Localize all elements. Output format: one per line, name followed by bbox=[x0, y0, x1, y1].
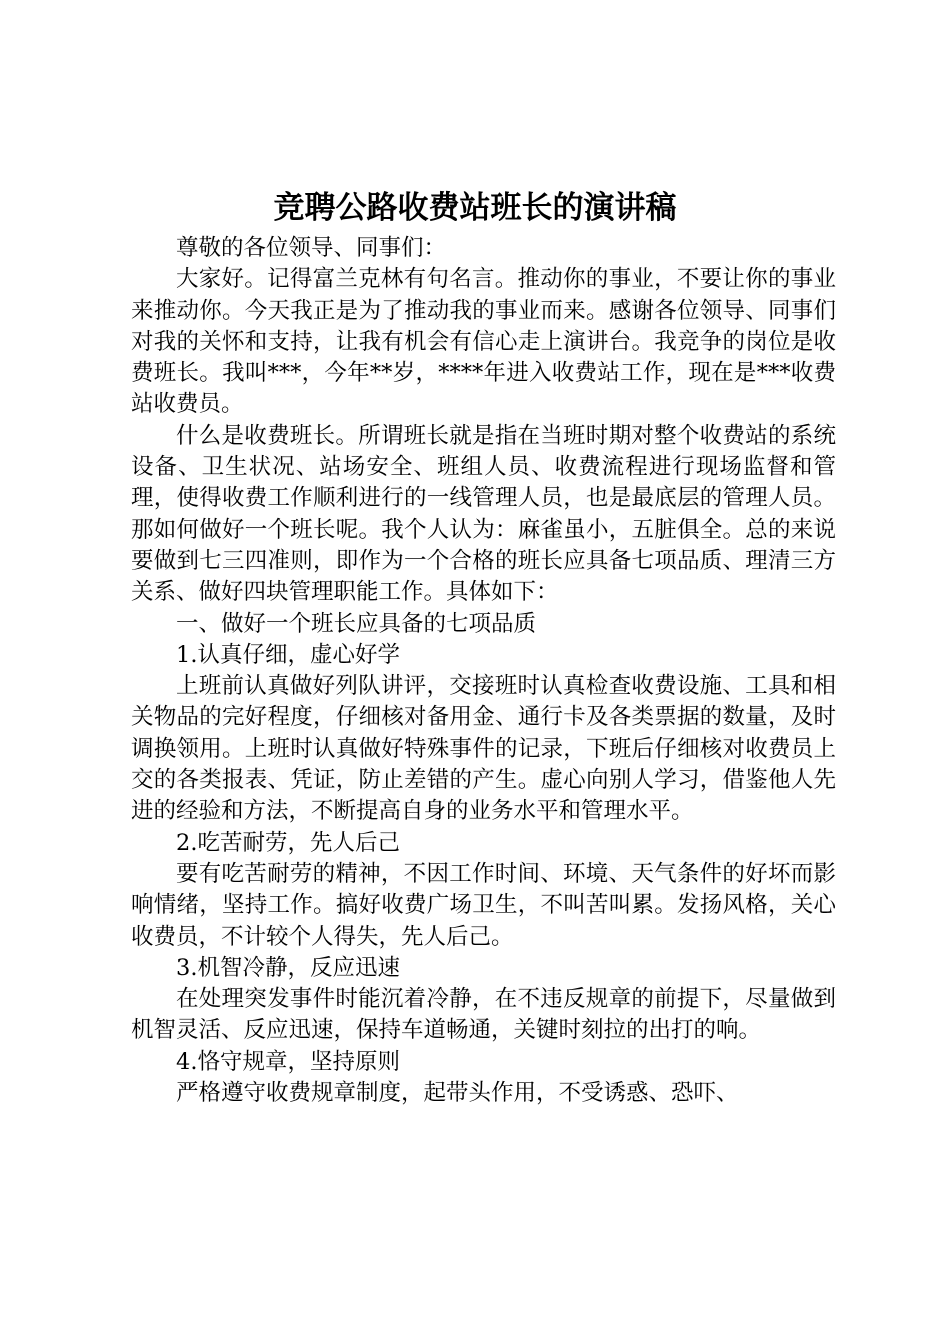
paragraph-definition: 什么是收费班长。所谓班长就是指在当班时期对整个收费站的系统设备、卫生状况、站场安全、班组人员、收费流程进行现场监督和管理，使得收费工作顺利进行的一线管理人员，也是最底层的管理人员。那如何做好一个班长呢。我个人认为：麻雀虽小，五脏俱全。总的来说要做到七三四准则，即作为一个合格的班长应具备七项品质、理清三方关系、做好四块管理职能工作。具体如下： bbox=[131, 422, 836, 606]
subheading-quality-4: 4.恪守规章，坚持原则 bbox=[176, 1048, 400, 1075]
paragraph-quality-4: 严格遵守收费规章制度，起带头作用，不受诱惑、恐吓、 bbox=[176, 1080, 739, 1107]
section-heading-seven-qualities: 一、做好一个班长应具备的七项品质 bbox=[176, 610, 537, 637]
paragraph-quality-1: 上班前认真做好列队讲评，交接班时认真检查收费设施、工具和相关物品的完好程度，仔细核对备用金、通行卡及各类票据的数量，及时调换领用。上班时认真做好特殊事件的记录，下班后仔细核对收费员上交的各类报表、凭证，防止差错的产生。虚心向别人学习，借鉴他人先进的经验和方法，不断提高自身的业务水平和管理水平。 bbox=[131, 673, 836, 825]
document-body bbox=[131, 233, 836, 1109]
paragraph-quality-2: 要有吃苦耐劳的精神，不因工作时间、环境、天气条件的好坏而影响情绪，坚持工作。搞好收费广场卫生，不叫苦叫累。发扬风格，关心收费员，不计较个人得失，先人后己。 bbox=[131, 860, 836, 950]
subheading-quality-3: 3.机智冷静，反应迅速 bbox=[176, 954, 400, 981]
subheading-quality-1: 1.认真仔细，虚心好学 bbox=[176, 641, 400, 668]
paragraph-introduction: 大家好。记得富兰克林有句名言。推动你的事业，不要让你的事业来推动你。今天我正是为了推动我的事业而来。感谢各位领导、同事们对我的关怀和支持，让我有机会有信心走上演讲台。我竞争的岗位是收费班长。我叫***，今年**岁，****年进入收费站工作，现在是***收费站收费员。 bbox=[131, 266, 836, 418]
subheading-quality-2: 2.吃苦耐劳，先人后己 bbox=[176, 829, 400, 856]
paragraph-quality-3: 在处理突发事件时能沉着冷静，在不违反规章的前提下，尽量做到机智灵活、反应迅速，保持车道畅通，关键时刻拉的出打的响。 bbox=[131, 986, 836, 1044]
paragraph-salutation: 尊敬的各位领导、同事们： bbox=[176, 235, 447, 261]
document-title: 竞聘公路收费站班长的演讲稿 bbox=[273, 190, 677, 226]
